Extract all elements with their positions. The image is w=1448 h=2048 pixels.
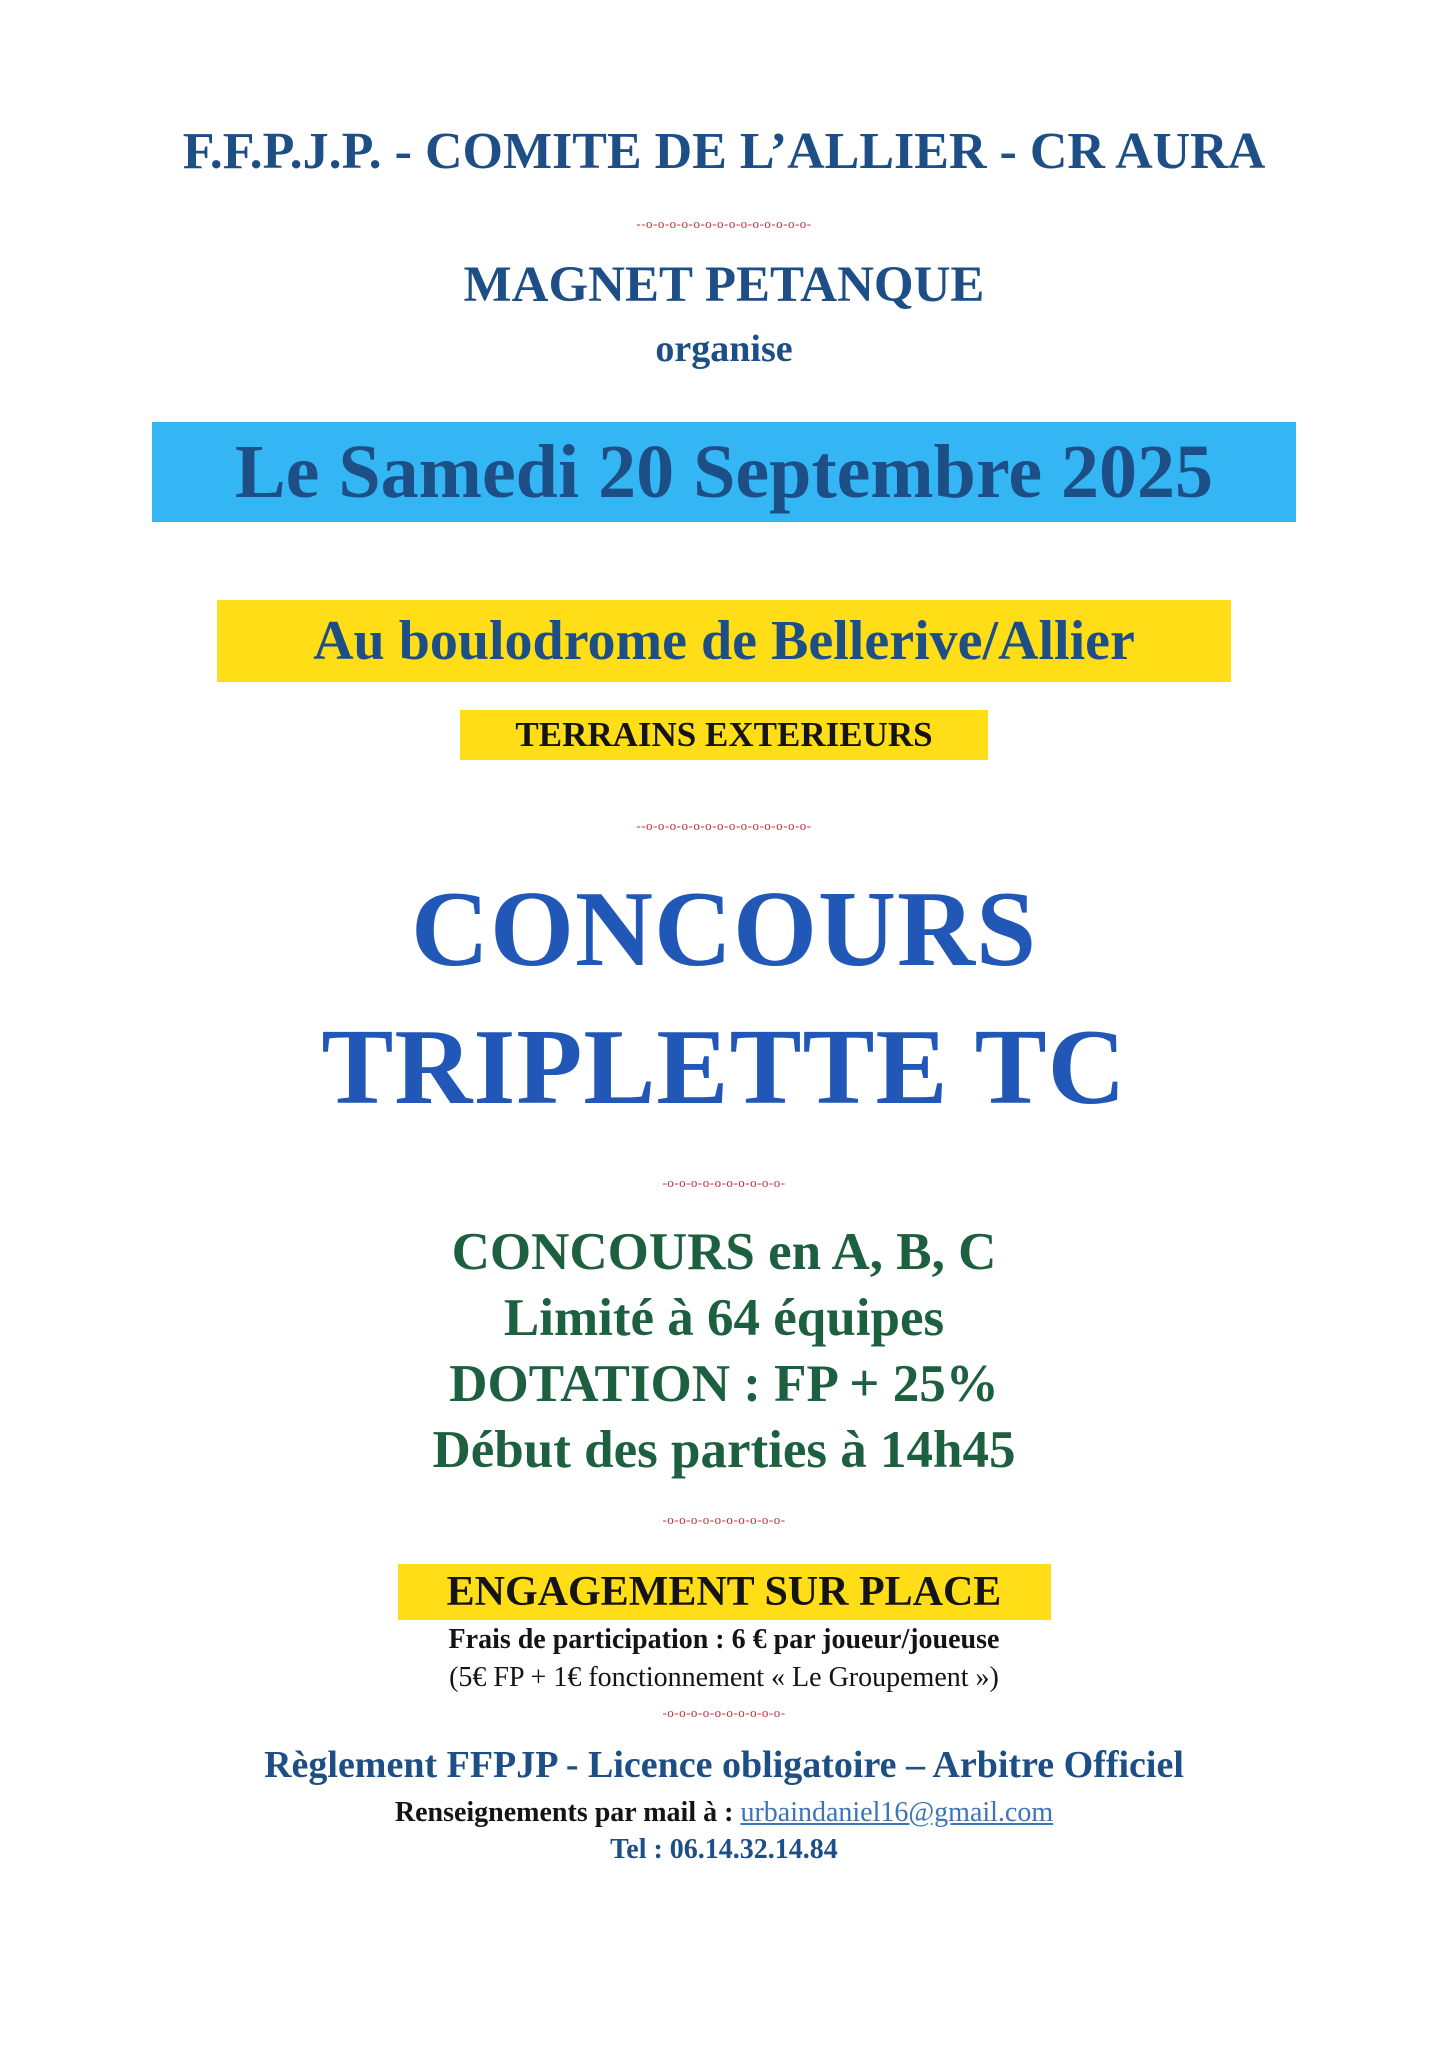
- engagement-label: ENGAGEMENT SUR PLACE: [398, 1564, 1051, 1620]
- detail-dotation: DOTATION : FP + 25%: [449, 1355, 999, 1413]
- fees-detail-text: (5€ FP + 1€ fonctionnement « Le Groupement »): [449, 1662, 999, 1693]
- contact-label: Renseignements par mail à :: [394, 1797, 741, 1828]
- title-line-2: TRIPLETTE TC: [321, 1008, 1127, 1127]
- separator: --o-o-o-o-o-o-o-o-o-o-o-o-o-o-: [636, 818, 812, 833]
- detail-start-time: Début des parties à 14h45: [432, 1421, 1016, 1479]
- date-banner: [0, 422, 1448, 522]
- header-federation: F.F.P.J.P. - COMITE DE L’ALLIER - CR AURA: [182, 123, 1266, 180]
- event-date: Le Samedi 20 Septembre 2025: [152, 422, 1296, 522]
- event-venue: Au boulodrome de Bellerive/Allier: [217, 600, 1231, 682]
- detail-team-limit: Limité à 64 équipes: [503, 1289, 945, 1347]
- separator: -o-o-o-o-o-o-o-o-o-o-: [662, 1705, 786, 1720]
- title-line-1: CONCOURS: [410, 870, 1038, 989]
- separator: -o-o-o-o-o-o-o-o-o-o-: [662, 1512, 786, 1527]
- separator: --o-o-o-o-o-o-o-o-o-o-o-o-o-o-: [636, 216, 812, 231]
- terrains-banner: [0, 710, 1448, 760]
- contact-line: [0, 1797, 1448, 1829]
- terrains-label: TERRAINS EXTERIEURS: [460, 710, 988, 760]
- fees-text: Frais de participation : 6 € par joueur/joueuse: [448, 1624, 1000, 1655]
- phone-text: Tel : 06.14.32.14.84: [610, 1834, 838, 1865]
- organizer-name: MAGNET PETANQUE: [463, 257, 985, 313]
- venue-banner: [0, 600, 1448, 682]
- detail-categories: CONCOURS en A, B, C: [451, 1223, 997, 1281]
- rules-text: Règlement FFPJP - Licence obligatoire – Arbitre Officiel: [264, 1744, 1184, 1786]
- engagement-banner: [0, 1564, 1448, 1620]
- email-link[interactable]: urbaindaniel16@gmail.com: [740, 1797, 1054, 1828]
- organise-text: organise: [655, 328, 793, 370]
- separator: -o-o-o-o-o-o-o-o-o-o-: [662, 1175, 786, 1190]
